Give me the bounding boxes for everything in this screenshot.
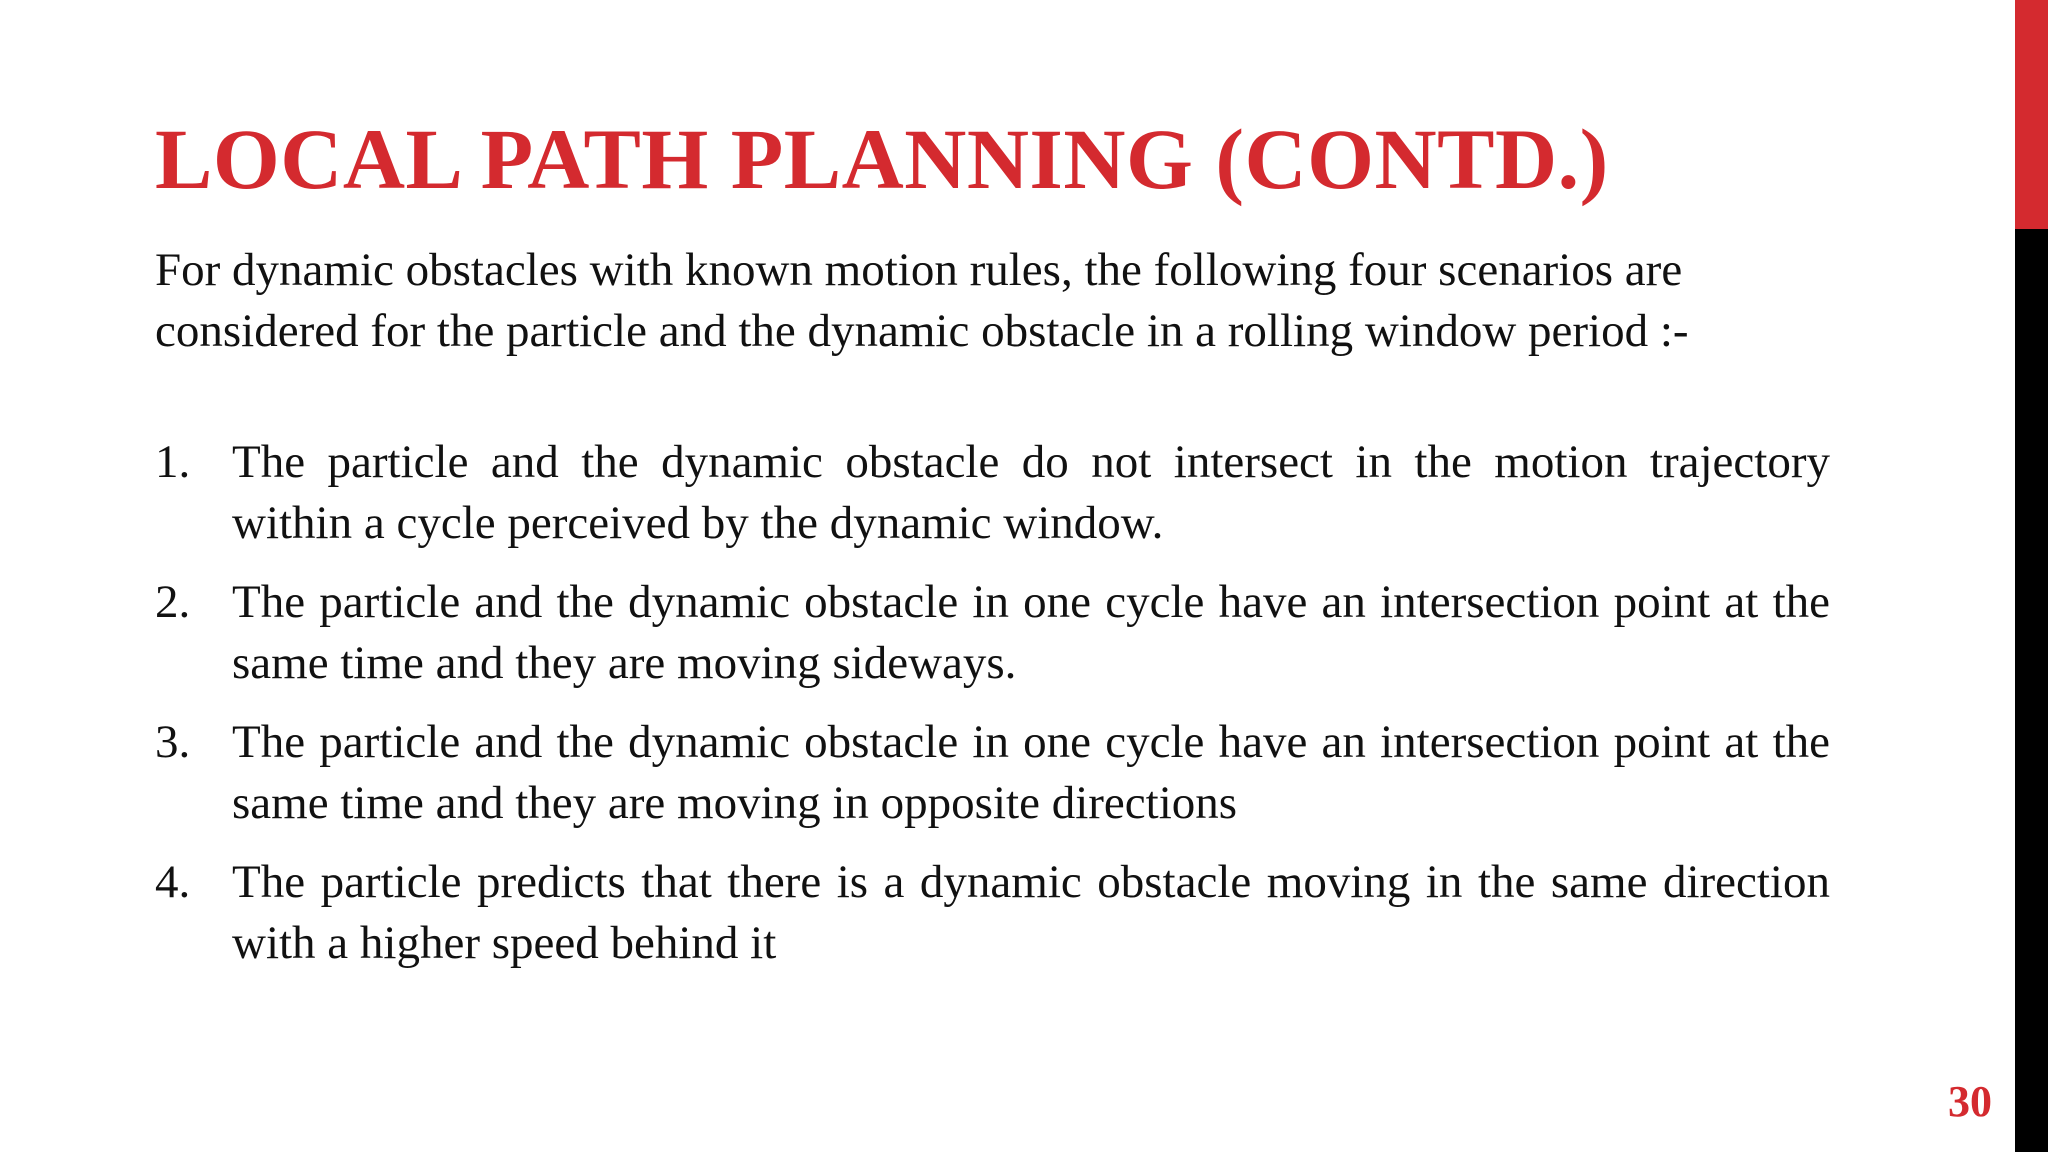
list-item-number: 1.: [155, 436, 191, 488]
list-item: [155, 432, 1830, 554]
list-item: [155, 712, 1830, 834]
slide-title: LOCAL PATH PLANNING (CONTD.): [155, 111, 1609, 207]
list-item-text: The particle and the dynamic obstacle do not intersect in the motion trajectory within a cycle perceived by the dynamic window.: [232, 436, 1830, 549]
list-item: [155, 852, 1830, 974]
list-item-text: The particle and the dynamic obstacle in one cycle have an intersection point at the same time and they are moving in opposite directions: [232, 716, 1830, 829]
slide-body: [155, 240, 1830, 992]
accent-bar-red: [2015, 0, 2048, 229]
page-number: 30: [1948, 1077, 1992, 1126]
list-item-number: 4.: [155, 856, 191, 908]
scenario-list: [155, 432, 1830, 974]
list-item-number: 3.: [155, 716, 191, 768]
intro-paragraph: For dynamic obstacles with known motion rules, the following four scenarios are considered for the particle and the dynamic obstacle in a rolling window period :-: [155, 244, 1689, 357]
accent-bar-black: [2015, 229, 2048, 1152]
list-item-text: The particle and the dynamic obstacle in one cycle have an intersection point at the same time and they are moving sideways.: [232, 576, 1830, 689]
list-item-number: 2.: [155, 576, 191, 628]
list-item: [155, 572, 1830, 694]
list-item-text: The particle predicts that there is a dynamic obstacle moving in the same direction with a higher speed behind it: [232, 856, 1830, 969]
